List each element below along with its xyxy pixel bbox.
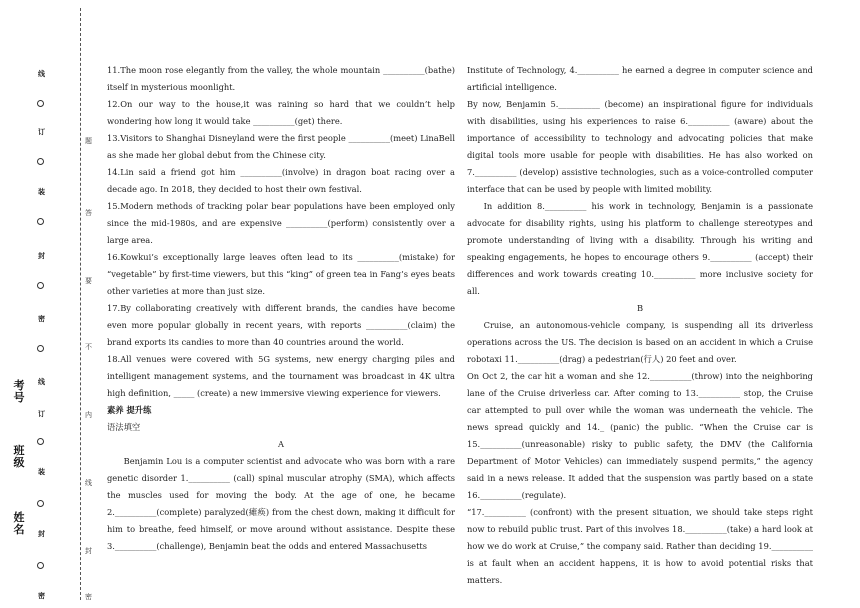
passage-b-paragraph-2: On Oct 2, the car hit a woman and she 12.__________(throw) into the neighboring lane of the Cruise driverless car. After coming to 13.__________ stop, the Cruise car attempted to pull over while the woman was underneath the vehicle. The news spread quickly and 14._ (panic) the public. “When the Cruise car is 15.__________(unreasonable) risky to public safety, the DMV (the California Department of Motor Vehicles) can immediately suspend permits,” the agency said in a news release. It added that the suspension was partly based on a state 16.__________(regulate). xyxy=(467,371,813,500)
inner-glyph: 封 xyxy=(85,547,92,555)
left-column xyxy=(107,62,455,555)
binding-margin xyxy=(0,0,95,608)
seal-glyph: 装 xyxy=(38,187,45,196)
seal-circle xyxy=(37,345,44,352)
passage-b-paragraph-3: “17.__________ (confront) with the present situation, we should take steps right now to rebuild public trust. Part of this involves 18.__________(take) a hard look at how we do work at Cruise,” the company said. Rather than deciding 19.__________ is at fault when an accident happens, it is how to avoid potential risks that matters. xyxy=(467,507,813,585)
question-17: 17.By collaborating creatively with different brands, the candies have become even more popular globally in recent years, with reports __________(claim) the brand exports its candies to more than 40 countries around the world. xyxy=(107,303,455,347)
passage-a-paragraph-3: In addition 8.__________ his work in technology, Benjamin is a passionate advocate for disability rights, using his platform to challenge stereotypes and promote understanding of living with a disability. Through his writing and speaking engagements, he hopes to encourage others 9.__________ (accept) their differences and work towards creating 10.__________ more inclusive society for all. xyxy=(467,201,813,296)
question-16: 16.Kowkui’s exceptionally large leaves often lead to its __________(mistake) for “vegetable” by first-time viewers, but this “king” of green tea in Fang’s eyes beats other varieties at more than just size. xyxy=(107,252,455,296)
question-11: 11.The moon rose elegantly from the valley, the whole mountain __________(bathe) itself in mysterious moonlight. xyxy=(107,65,455,92)
passage-a-label: A xyxy=(278,439,284,449)
question-14: 14.Lin said a friend got him __________(involve) in dragon boat racing over a decade ago. In 2018, they decided to host their own festival. xyxy=(107,167,455,194)
seal-circle xyxy=(37,562,44,569)
seal-glyph: 密 xyxy=(38,314,45,323)
exam-number-label: 考号 xyxy=(13,379,25,404)
seal-glyph: 密 xyxy=(38,591,45,600)
inner-glyph: 题 xyxy=(85,137,92,145)
seal-glyph: 订 xyxy=(38,409,45,418)
question-13: 13.Visitors to Shanghai Disneyland were the first people __________(meet) LinaBell as she made her global debut from the Chinese city. xyxy=(107,133,455,160)
seal-circle xyxy=(37,500,44,507)
seal-glyph: 封 xyxy=(38,251,45,260)
right-column xyxy=(467,62,813,589)
section-subtitle: 语法填空 xyxy=(107,422,141,432)
class-label: 班级 xyxy=(13,444,25,469)
seal-glyph: 装 xyxy=(38,467,45,476)
passage-a-paragraph-1: Benjamin Lou is a computer scientist and advocate who was born with a rare genetic disorder 1.__________ (call) spinal muscular atrophy (SMA), which affects the muscles used for moving the body. At the age of one, he became 2.__________(complete) paralyzed(瘫痪) from the chest down, making it difficult for him to breathe, feed himself, or move around without assistance. Despite these 3.__________(challenge), Benjamin beat the odds and entered Massachusetts xyxy=(107,456,455,551)
inner-glyph: 内 xyxy=(85,411,92,419)
seal-glyph: 线 xyxy=(38,69,45,78)
name-label: 姓名 xyxy=(13,511,25,536)
seal-glyph: 线 xyxy=(38,377,45,386)
passage-a-paragraph-2: By now, Benjamin 5.__________ (become) an inspirational figure for individuals with disabilities, using his experiences to raise 6.__________ (aware) about the importance of accessibility to technology and advocating policies that make digital tools more usable for people with disabilities. He has also worked on 7.__________ (develop) assistive technologies, such as a voice-controlled computer interface that can be used by people with limited mobility. xyxy=(467,99,813,194)
seal-glyph: 订 xyxy=(38,127,45,136)
seal-circle xyxy=(37,218,44,225)
inner-glyph: 要 xyxy=(85,277,92,285)
inner-glyph: 密 xyxy=(85,593,92,601)
seal-circle xyxy=(37,100,44,107)
passage-b-label: B xyxy=(636,303,644,313)
inner-glyph: 线 xyxy=(85,479,92,487)
seal-line xyxy=(80,8,82,600)
inner-glyph: 不 xyxy=(85,343,92,351)
seal-glyph: 封 xyxy=(38,529,45,538)
section-title: 素养 提升练 xyxy=(107,405,152,415)
question-15: 15.Modern methods of tracking polar bear populations have been employed only since the mid-1980s, and are expensive __________(perform) consistently over a large area. xyxy=(107,201,455,245)
passage-a-continuation: Institute of Technology, 4.__________ he earned a degree in computer science and artificial intelligence. xyxy=(467,65,813,92)
seal-circle xyxy=(37,438,44,445)
question-18: 18.All venues were covered with 5G systems, new energy charging piles and intelligent management systems, and the tournament was broadcast in 4K ultra high definition, _____ (create) a new immersive viewing experience for viewers. xyxy=(107,354,455,398)
inner-glyph: 答 xyxy=(85,209,92,217)
seal-circle xyxy=(37,158,44,165)
seal-circle xyxy=(37,282,44,289)
passage-b-paragraph-1: Cruise, an autonomous-vehicle company, is suspending all its driverless operations across the US. The decision is based on an accident in which a Cruise robotaxi 11.__________(drag) a pedestrian(行人) 20 feet and over. xyxy=(467,320,813,364)
question-12: 12.On our way to the house,it was raining so hard that we couldn’t help wondering how long it would take __________(get) there. xyxy=(107,99,455,126)
